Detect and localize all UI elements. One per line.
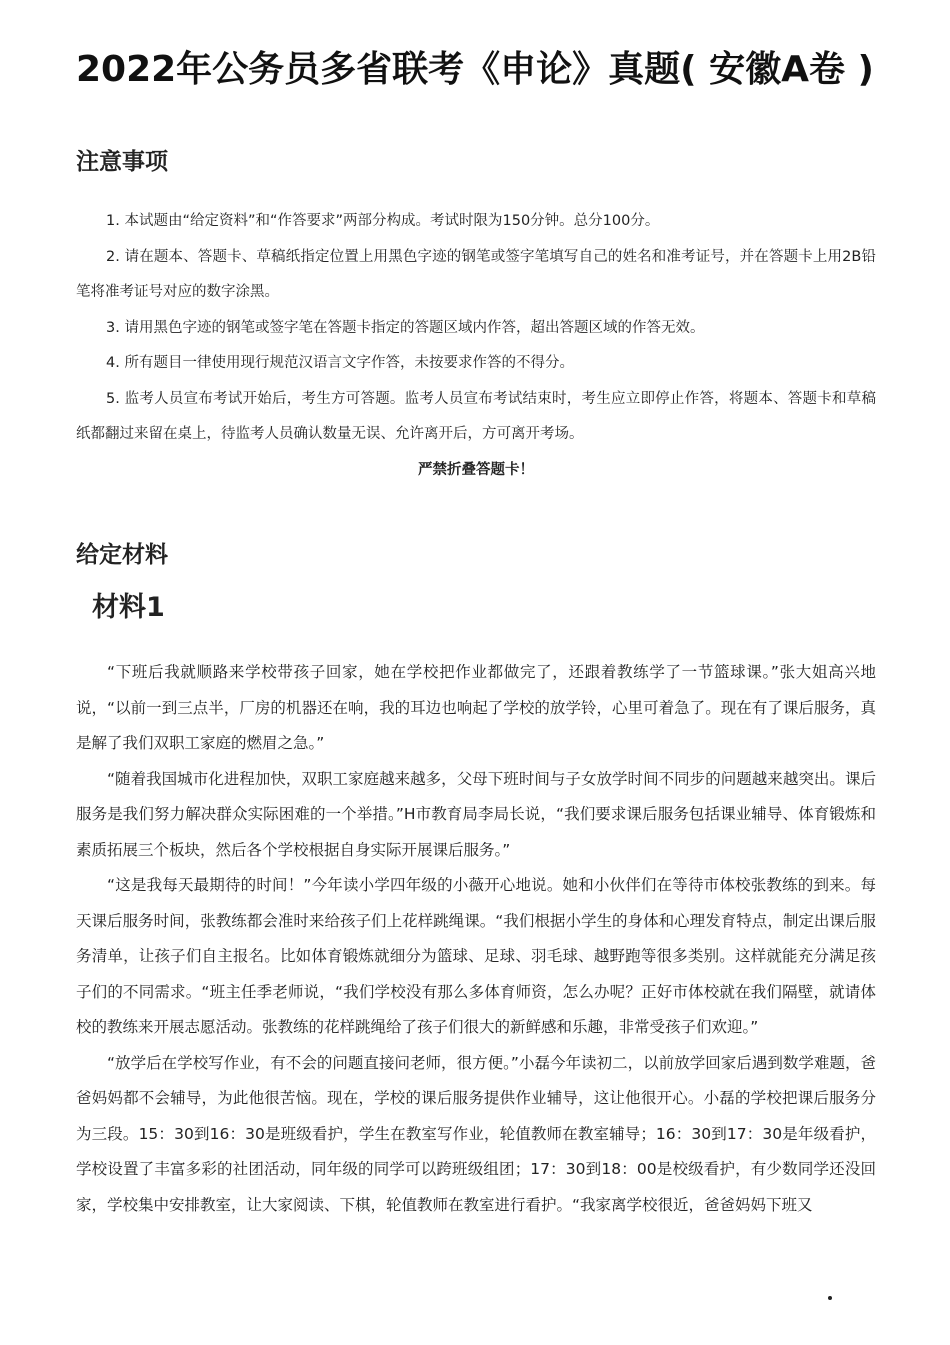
notice-list: [76, 204, 876, 488]
material-paragraph: “这是我每天最期待的时间！”今年读小学四年级的小薇开心地说。她和小伙伴们在等待市体校张教练的到来。每天课后服务时间，张教练都会准时来给孩子们上花样跳绳课。“我们根据小学生的身体和心理发育特点，制定出课后服务清单，让孩子们自主报名。比如体育锻炼就细分为篮球、足球、羽毛球、越野跑等很多类别。这样就能充分满足孩子们的不同需求。“班主任季老师说，“我们学校没有那么多体育师资，怎么办呢？正好市体校就在我们隔壁，就请体校的教练来开展志愿活动。张教练的花样跳绳给了孩子们很大的新鲜感和乐趣，非常受孩子们欢迎。”: [76, 876, 876, 1036]
notice-heading: 注意事项: [76, 149, 168, 175]
notice-item: 3. 请用黑色字迹的钢笔或签字笔在答题卡指定的答题区域内作答，超出答题区域的作答无效。: [106, 319, 705, 336]
notice-warning: 严禁折叠答题卡！: [418, 461, 534, 478]
notice-item: 1. 本试题由“给定资料”和“作答要求”两部分构成。考试时限为150分钟。总分100分。: [106, 213, 660, 229]
page-marker-dot: [828, 1296, 832, 1300]
notice-item: 2. 请在题本、答题卡、草稿纸指定位置上用黑色字迹的钢笔或签字笔填写自己的姓名和准考证号，并在答题卡上用2B铅笔将准考证号对应的数字涂黑。: [76, 248, 876, 300]
material-paragraph: “放学后在学校写作业，有不会的问题直接问老师，很方便。”小磊今年读初二，以前放学回家后遇到数学难题，爸爸妈妈都不会辅导，为此他很苦恼。现在，学校的课后服务提供作业辅导，这让他很开心。小磊的学校把课后服务分为三段。15：30到16：30是班级看护，学生在教室写作业，轮值教师在教室辅导；16：30到17：30是年级看护，学校设置了丰富多彩的社团活动，同年级的同学可以跨班级组团；17：30到18：00是校级看护，有少数同学还没回家，学校集中安排教室，让大家阅读、下棋，轮值教师在教室进行看护。“我家离学校很近，爸爸妈妈下班又: [76, 1053, 876, 1214]
materials-heading: 给定材料: [76, 542, 168, 568]
notice-item: 5. 监考人员宣布考试开始后，考生方可答题。监考人员宣布考试结束时，考生应立即停止作答，将题本、答题卡和草稿纸都翻过来留在桌上，待监考人员确认数量无误、允许离开后，方可离开考场。: [76, 390, 876, 442]
material-1-heading: 材料1: [92, 592, 165, 623]
material-paragraph: “随着我国城市化进程加快，双职工家庭越来越多，父母下班时间与子女放学时间不同步的问题越来越突出。课后服务是我们努力解决群众实际困难的一个举措。”H市教育局李局长说，“我们要求课后服务包括课业辅导、体育锻炼和素质拓展三个板块，然后各个学校根据自身实际开展课后服务。”: [76, 769, 876, 859]
notice-item: 4. 所有题目一律使用现行规范汉语言文字作答，未按要求作答的不得分。: [106, 355, 574, 371]
document-title: 2022年公务员多省联考《申论》真题( 安徽A卷 ): [75, 49, 875, 90]
material-paragraph: “下班后我就顺路来学校带孩子回家，她在学校把作业都做完了，还跟着教练学了一节篮球课。”张大姐高兴地说，“以前一到三点半，厂房的机器还在响，我的耳边也响起了学校的放学铃，心里可着急了。现在有了课后服务，真是解了我们双职工家庭的燃眉之急。”: [76, 663, 876, 752]
material-1-body: [76, 655, 876, 1223]
